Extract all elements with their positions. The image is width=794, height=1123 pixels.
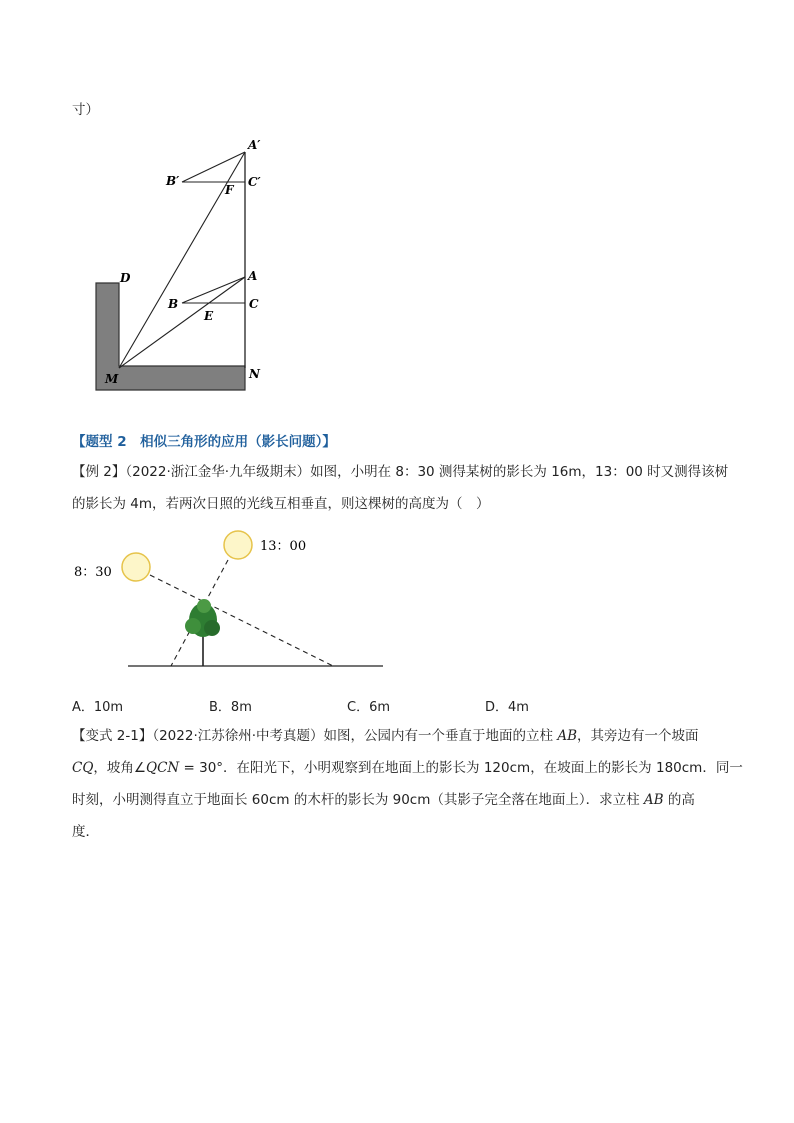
option-b: B．8m bbox=[209, 700, 252, 715]
variant-line-2-part-a: ，坡角∠ bbox=[93, 760, 147, 776]
line-M-A bbox=[119, 277, 245, 368]
variant-line-3-part-b: 的高 bbox=[663, 792, 695, 808]
label-C: C bbox=[249, 297, 259, 311]
variant-2-1-line-2 bbox=[72, 758, 743, 778]
time-noon-label: 13：00 bbox=[260, 539, 307, 554]
label-A-prime: A′ bbox=[248, 138, 261, 152]
variable-AB-2: AB bbox=[643, 792, 664, 808]
label-N: N bbox=[249, 367, 260, 381]
morning-sun-icon bbox=[122, 553, 150, 581]
line-Bprime-Aprime bbox=[182, 152, 245, 182]
time-morning-label: 8：30 bbox=[74, 565, 112, 580]
label-B-prime: B′ bbox=[166, 174, 180, 188]
section-heading: 【题型 2 相似三角形的应用（影长问题）】 bbox=[72, 434, 336, 450]
tree-icon bbox=[185, 599, 220, 666]
example-2-line-1: 【例 2】（2022·浙江金华·九年级期末）如图，小明在 8：30 测得某树的影长为 16m，13：00 时又测得该树 bbox=[72, 464, 729, 480]
angle-QCN: QCN bbox=[146, 760, 180, 776]
example-2-line-2: 的影长为 4m，若两次日照的光线互相垂直，则这棵树的高度为（ ） bbox=[72, 496, 490, 512]
noon-sun-icon bbox=[224, 531, 252, 559]
option-a: A．10m bbox=[72, 700, 124, 715]
variable-AB: AB bbox=[557, 728, 577, 744]
variant-line-2-part-b: = 30°．在阳光下，小明观察到在地面上的影长为 120cm，在坡面上的影长为 180cm．同一 bbox=[179, 760, 743, 776]
option-c: C．6m bbox=[347, 700, 391, 715]
continued-text-fragment: 寸） bbox=[72, 102, 99, 118]
figure-1-geometry-diagram bbox=[80, 130, 280, 400]
variant-line-1-part-a: 【变式 2-1】（2022·江苏徐州·中考真题）如图，公园内有一个垂直于地面的立柱 bbox=[72, 728, 558, 744]
morning-sun-ray bbox=[150, 575, 333, 666]
label-E: E bbox=[204, 309, 214, 323]
label-A: A bbox=[248, 269, 258, 283]
label-D: D bbox=[120, 271, 131, 285]
label-M: M bbox=[105, 372, 119, 386]
variant-2-1-line-3 bbox=[72, 790, 695, 810]
label-F: F bbox=[225, 183, 234, 197]
figure-2-sun-tree-diagram bbox=[70, 525, 390, 675]
label-C-prime: C′ bbox=[248, 175, 261, 189]
variant-line-1-part-b: ，其旁边有一个坡面 bbox=[577, 728, 699, 744]
variable-CQ: CQ bbox=[72, 760, 94, 776]
variant-line-3-part-a: 时刻，小明测得直立于地面长 60cm 的木杆的影长为 90cm（其影子完全落在地面上）．求立柱 bbox=[72, 792, 644, 808]
option-d: D．4m bbox=[485, 700, 529, 715]
variant-2-1-line-4: 度． bbox=[72, 824, 99, 840]
label-B: B bbox=[168, 297, 179, 311]
variant-2-1-line-1 bbox=[72, 726, 699, 746]
